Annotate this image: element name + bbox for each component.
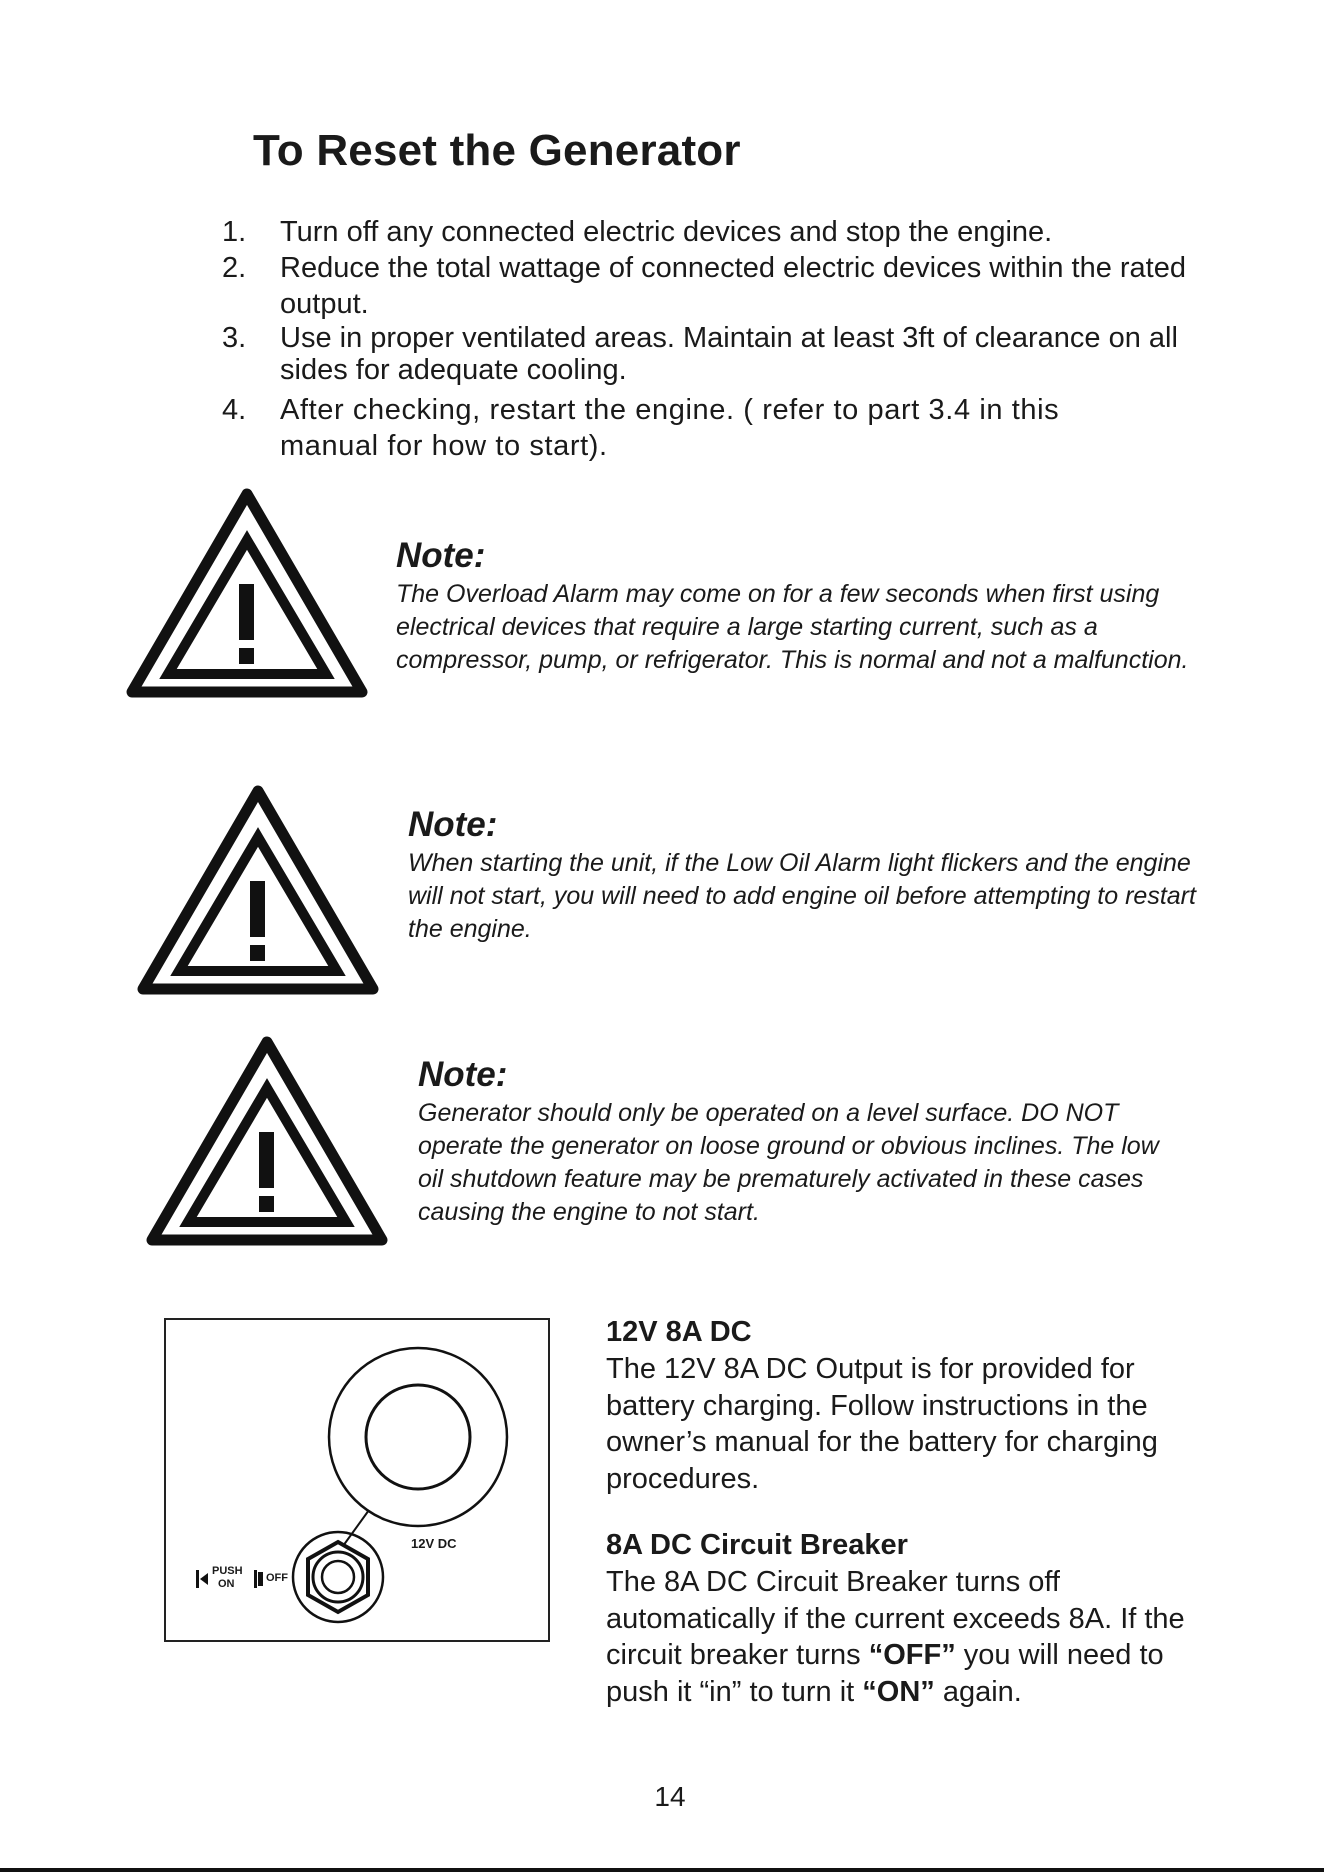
circuit-breaker-section: [606, 1529, 1206, 1710]
list-item: [222, 322, 1222, 386]
off-label: OFF: [266, 1572, 288, 1584]
breaker-heading: 8A DC Circuit Breaker: [606, 1529, 908, 1561]
step-number: 2.: [222, 252, 247, 284]
page-edge-line: [0, 1868, 1324, 1872]
note-title: Note:: [408, 805, 498, 844]
on-emphasis: “ON”: [862, 1675, 935, 1708]
step-number: 1.: [222, 216, 247, 248]
note-overload: [396, 536, 1206, 677]
breaker-text: you will need to push it “in” to turn it: [606, 1639, 1164, 1708]
note-body: The Overload Alarm may come on for a few seconds when first using electrical devices that require a large starting current, such as a compressor, pump, or refrigerator. This is normal and not a malfunction.: [396, 580, 1189, 674]
outlet-label: 12V DC: [411, 1536, 457, 1551]
step-text: Use in proper ventilated areas. Maintain at least 3ft of clearance on all sides for adequate cooling.: [280, 322, 1178, 386]
breaker-body: [606, 1564, 1196, 1710]
warning-triangle-icon: [137, 785, 379, 995]
note-body: When starting the unit, if the Low Oil Alarm light flickers and the engine will not start, you will need to add engine oil before attempting to restart the engine.: [408, 849, 1196, 943]
step-text: After checking, restart the engine. ( refer to part 3.4 in this manual for how to start).: [280, 394, 1060, 462]
step-number: 3.: [222, 322, 247, 354]
note-title: Note:: [418, 1055, 508, 1094]
page-title: To Reset the Generator: [253, 126, 741, 175]
off-emphasis: “OFF”: [868, 1639, 956, 1671]
warning-triangle-icon: [126, 488, 368, 698]
reset-steps-list: [222, 214, 1222, 464]
dc-outlet-diagram: [164, 1318, 550, 1642]
step-text: Turn off any connected electric devices and stop the engine.: [280, 216, 1053, 248]
step-number: 4.: [222, 394, 247, 426]
dc-body: The 12V 8A DC Output is for provided for battery charging. Follow instructions in the owner’s manual for the battery for charging procedures.: [606, 1353, 1158, 1495]
breaker-text: The 8A DC Circuit Breaker turns off automatically if the current exceeds 8A. If the circuit breaker turns: [606, 1566, 1185, 1671]
dc-outlet-illustration: [166, 1320, 548, 1640]
breaker-text: again.: [934, 1675, 1022, 1708]
list-item: [222, 214, 1222, 250]
note-title: Note:: [396, 536, 486, 575]
on-label: ON: [218, 1578, 235, 1590]
list-item: [222, 250, 1222, 322]
page-number: 14: [654, 1781, 686, 1812]
warning-triangle-icon: [146, 1036, 388, 1246]
note-level-surface: [418, 1055, 1208, 1229]
dc-heading: 12V 8A DC: [606, 1316, 752, 1348]
step-text: Reduce the total wattage of connected electric devices within the rated output.: [280, 252, 1186, 320]
dc-output-section: [606, 1316, 1206, 1497]
note-body: Generator should only be operated on a level surface. DO NOT operate the generator on loose ground or obvious inclines. The low oil shutdown feature may be prematurely activated in these cases causing the engine to not start.: [418, 1099, 1159, 1226]
note-low-oil: [408, 805, 1208, 946]
push-label: PUSH: [212, 1565, 243, 1577]
list-item: [222, 392, 1222, 464]
